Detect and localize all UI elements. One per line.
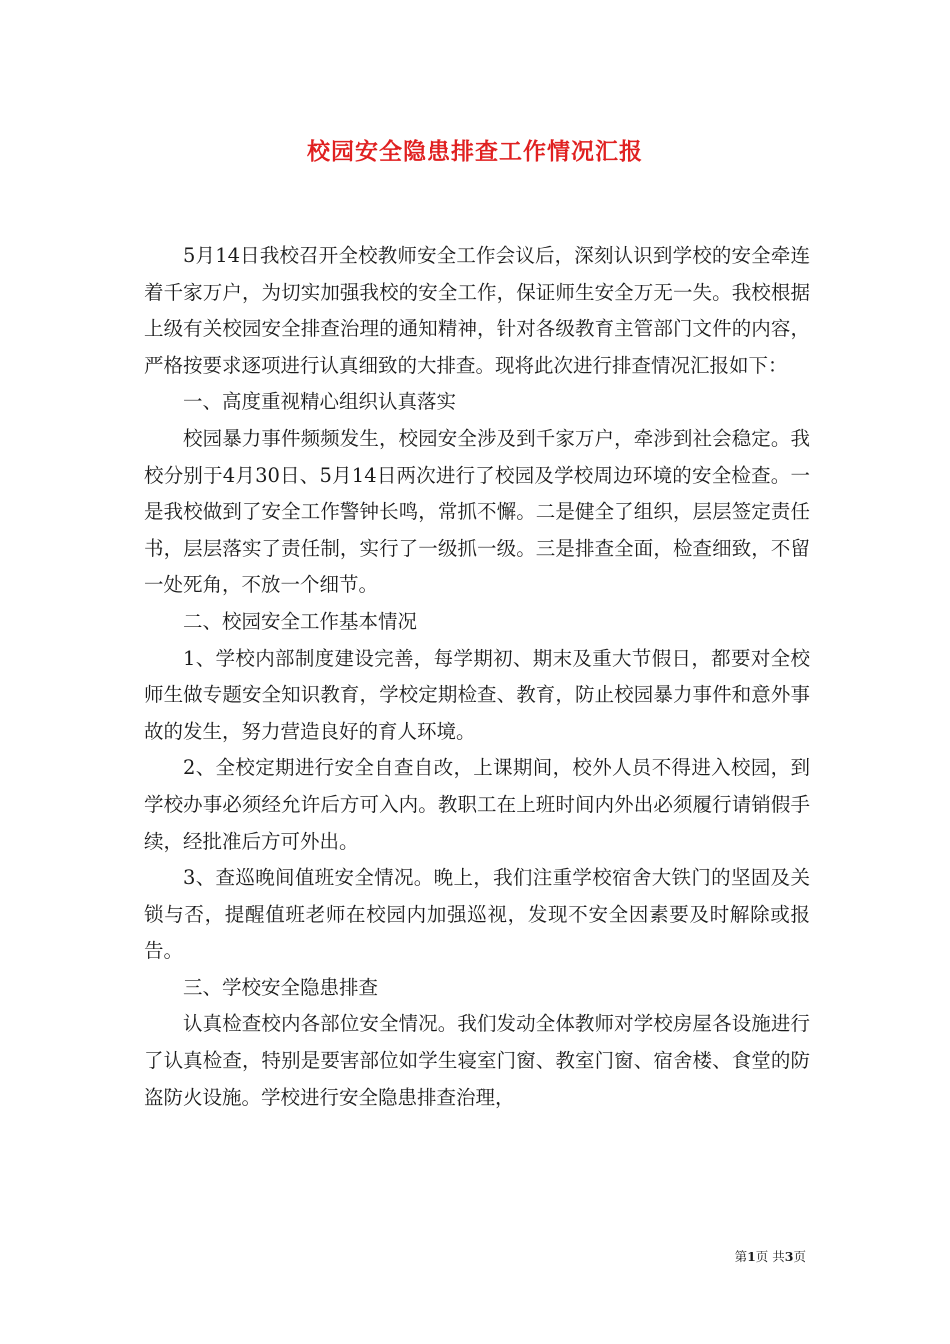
document-body [144,238,810,1116]
footer-current-page: 1 [747,1249,756,1264]
paragraph-item-3: 3、查巡晚间值班安全情况。晚上，我们注重学校宿舍大铁门的坚固及关锁与否，提醒值班老师在校园内加强巡视，发现不安全因素要及时解除或报告。 [144,866,810,963]
footer-total-pages: 3 [784,1249,794,1264]
paragraph-item-1: 1、学校内部制度建设完善，每学期初、期末及重大节假日，都要对全校师生做专题安全知识教育，学校定期检查、教育，防止校园暴力事件和意外事故的发生，努力营造良好的育人环境。 [144,646,810,743]
page-number-footer [735,1247,806,1265]
paragraph-section-3: 认真检查校内各部位安全情况。我们发动全体教师对学校房屋各设施进行了认真检查，特别是要害部位如学生寝室门窗、教室门窗、宿舍楼、食堂的防盗防火设施。学校进行安全隐患排查治理， [144,1012,810,1109]
footer-middle: 页 共 [755,1249,785,1264]
footer-prefix: 第 [734,1249,748,1264]
section-heading-3: 三、学校安全隐患排查 [183,975,379,999]
section-heading-2: 二、校园安全工作基本情况 [183,609,418,633]
document-title: 校园安全隐患排查工作情况汇报 [307,138,643,165]
footer-suffix: 页 [793,1249,806,1264]
paragraph-intro: 5月14日我校召开全校教师安全工作会议后，深刻认识到学校的安全牵连着千家万户，为切实加强我校的安全工作，保证师生安全万无一失。我校根据上级有关校园安全排查治理的通知精神，针对各级教育主管部门文件的内容，严格按要求逐项进行认真细致的大排查。现将此次进行排查情况汇报如下： [144,244,810,377]
section-heading-1: 一、高度重视精心组织认真落实 [183,390,457,414]
paragraph-section-1: 校园暴力事件频频发生，校园安全涉及到千家万户，牵涉到社会稳定。我校分别于4月30日、5月14日两次进行了校园及学校周边环境的安全检查。一是我校做到了安全工作警钟长鸣，常抓不懈。二是健全了组织，层层签定责任书，层层落实了责任制，实行了一级抓一级。三是排查全面，检查细致，不留一处死角，不放一个细节。 [144,426,810,597]
paragraph-item-2: 2、全校定期进行安全自查自改，上课期间，校外人员不得进入校园，到学校办事必须经允许后方可入内。教职工在上班时间内外出必须履行请销假手续，经批准后方可外出。 [144,756,810,853]
